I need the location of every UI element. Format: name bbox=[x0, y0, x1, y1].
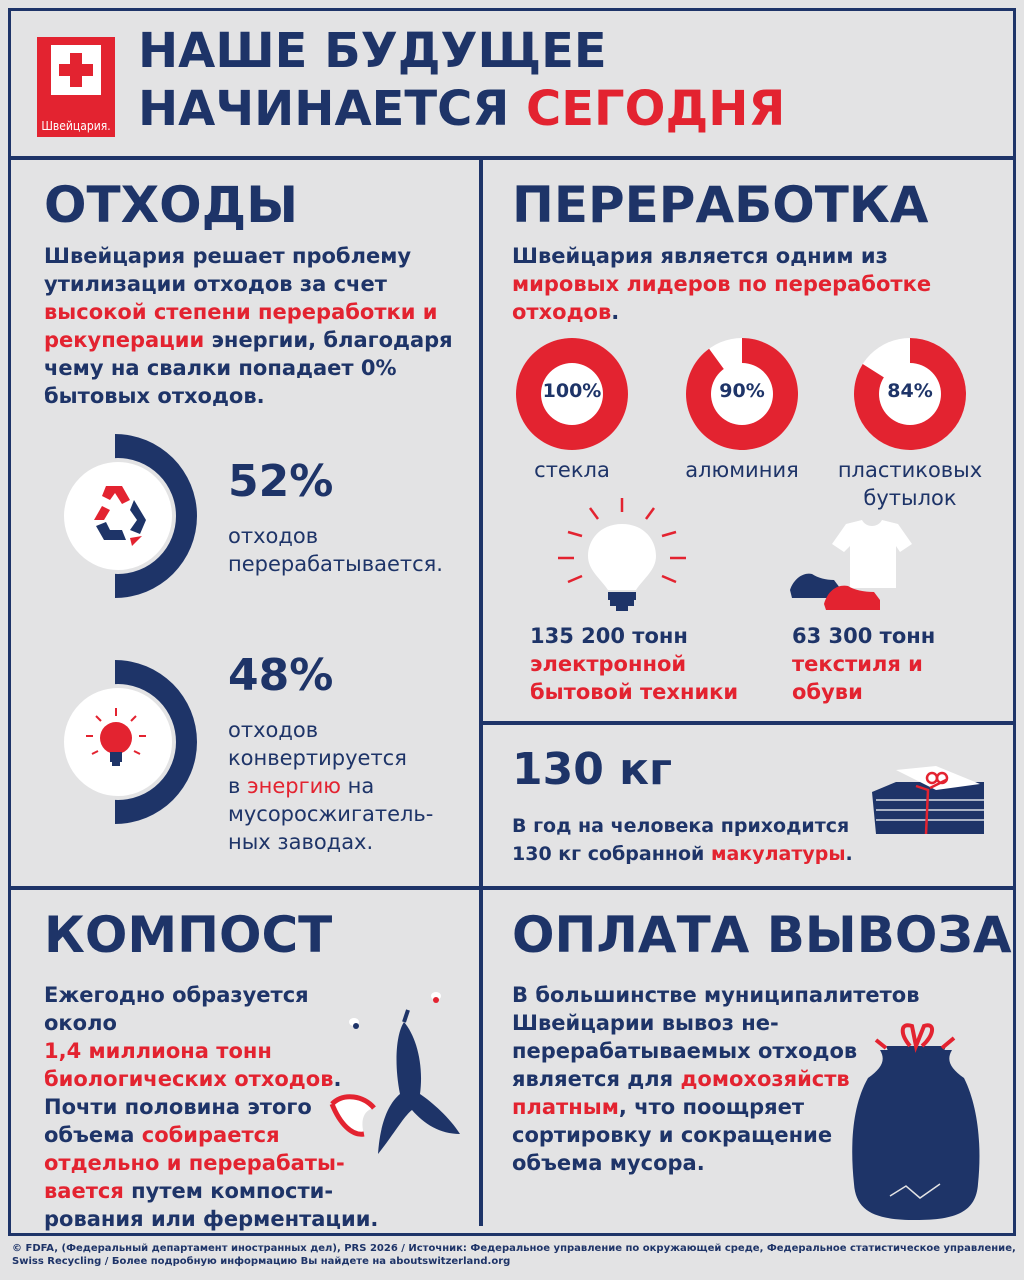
electronics-amount: 135 200 тонн bbox=[530, 624, 688, 648]
paper-value: 130 кг bbox=[512, 744, 673, 795]
ring-glass-label: стекла bbox=[534, 458, 610, 482]
stat-energy-value: 48% bbox=[228, 650, 334, 701]
footer-line-1: © FDFA, (Федеральный департамент иностранных дел), PRS 2026 / Источник: Федеральное управление по окружающей среде, Федеральное статистическое управление, bbox=[12, 1243, 1016, 1254]
divider-middle bbox=[8, 886, 1016, 890]
energy-share-graphic bbox=[60, 656, 200, 826]
title-line-2 bbox=[138, 80, 785, 138]
recycling-text-3-rest: . bbox=[611, 300, 620, 324]
fee-line-1: В большинстве муниципалитетов bbox=[512, 983, 920, 1007]
fee-line-3: перерабатываемых отходов bbox=[512, 1039, 858, 1063]
compost-line-2: 1,4 миллиона тонн bbox=[44, 1039, 272, 1063]
waste-text-4 bbox=[44, 326, 464, 354]
stat-energy-line-3 bbox=[228, 772, 433, 800]
logo-caption: Швейцария. bbox=[41, 119, 111, 133]
fee-line-2: Швейцарии вывоз не- bbox=[512, 1011, 779, 1035]
compost-line-5-red: собирается bbox=[141, 1123, 280, 1147]
ring-aluminium-value: 90% bbox=[719, 380, 765, 402]
electronics-text bbox=[530, 622, 770, 706]
ring-pet-label-1: пластиковых bbox=[837, 458, 983, 482]
compost-line-3-end: . bbox=[333, 1067, 342, 1091]
textile-line-2: обуви bbox=[792, 680, 863, 704]
ring-aluminium bbox=[684, 336, 800, 452]
textile-amount: 63 300 тонн bbox=[792, 624, 936, 648]
divider-vertical-bottom bbox=[479, 886, 483, 1226]
recycling-text-3 bbox=[512, 298, 992, 326]
swiss-cross-icon bbox=[51, 45, 101, 95]
ring-glass bbox=[514, 336, 630, 452]
paper-stack-icon bbox=[866, 766, 990, 840]
compost-line-4: Почти половина этого bbox=[44, 1095, 312, 1119]
title-part-a: НАЧИНАЕТСЯ bbox=[138, 81, 527, 137]
organic-waste-icon bbox=[324, 984, 464, 1164]
waste-paragraph bbox=[44, 242, 464, 410]
divider-vertical-top bbox=[479, 156, 483, 890]
fee-line-4-red: домохозяйств bbox=[680, 1067, 850, 1091]
fee-line-6: сортировку и сокращение bbox=[512, 1123, 833, 1147]
fee-heading: ОПЛАТА ВЫВОЗА bbox=[512, 906, 1012, 964]
waste-text-6: бытовых отходов. bbox=[44, 384, 265, 408]
fee-line-7: объема мусора. bbox=[512, 1151, 705, 1175]
compost-line-5-a: объема bbox=[44, 1123, 142, 1147]
compost-line-1: Ежегодно образуется около bbox=[44, 983, 309, 1035]
recycle-share-graphic bbox=[60, 430, 200, 600]
stat-energy-line-3-b: на bbox=[340, 774, 375, 798]
waste-text-1: Швейцария решает проблему bbox=[44, 244, 412, 268]
fly-icon-2 bbox=[349, 1018, 359, 1029]
textile-line-1: текстиля и bbox=[792, 652, 923, 676]
stat-recycled-value: 52% bbox=[228, 456, 334, 507]
stat-recycled-line-2: перерабатывается. bbox=[228, 552, 443, 576]
title-part-red: СЕГОДНЯ bbox=[526, 81, 786, 137]
stat-energy-line-2: конвертируется bbox=[228, 746, 407, 770]
compost-line-6: отдельно и перерабаты- bbox=[44, 1151, 345, 1175]
compost-line-7 bbox=[44, 1177, 384, 1205]
recycling-text-2: мировых лидеров по переработке bbox=[512, 272, 932, 296]
electronics-line-2: бытовой техники bbox=[530, 680, 739, 704]
ring-pet-value: 84% bbox=[887, 380, 933, 402]
ring-pet-label-2: бутылок bbox=[863, 486, 957, 510]
fee-line-4-a: является для bbox=[512, 1067, 681, 1091]
ring-pet bbox=[852, 336, 968, 452]
recycling-heading: ПЕРЕРАБОТКА bbox=[512, 176, 929, 234]
stat-energy-line-3-red: энергию bbox=[247, 774, 341, 798]
textile-text bbox=[792, 622, 992, 706]
paper-text bbox=[512, 812, 853, 868]
paper-text-2-red: макулатуры bbox=[710, 843, 846, 865]
stat-energy-label bbox=[228, 716, 433, 856]
clothes-shoes-icon bbox=[786, 518, 926, 618]
stat-recycled-line-1: отходов bbox=[228, 524, 319, 548]
fly-icon bbox=[431, 992, 441, 1003]
compost-line-7-red: вается bbox=[44, 1179, 124, 1203]
compost-line-8: рования или ферментации. bbox=[44, 1207, 379, 1231]
waste-text-3: высокой степени переработки и bbox=[44, 300, 438, 324]
waste-text-2: утилизации отходов за счет bbox=[44, 272, 387, 296]
recycling-text-1: Швейцария является одним из bbox=[512, 244, 888, 268]
stat-recycled-label bbox=[228, 522, 443, 578]
footer-line-2: Swiss Recycling / Более подробную информацию Вы найдете на aboutswitzerland.org bbox=[12, 1256, 511, 1267]
compost-line-3-red: биологических отходов bbox=[44, 1067, 334, 1091]
recycling-text-3-red: отходов bbox=[512, 300, 612, 324]
garbage-bag-icon bbox=[846, 1016, 986, 1222]
stat-energy-line-4: мусоросжигатель- bbox=[228, 802, 434, 826]
recycling-paragraph bbox=[512, 242, 992, 326]
swiss-logo bbox=[37, 37, 115, 137]
fee-line-5-rest: , что поощряет bbox=[618, 1095, 805, 1119]
ring-glass-value: 100% bbox=[542, 380, 602, 402]
waste-text-4-red: рекуперации bbox=[44, 328, 205, 352]
paper-text-2 bbox=[512, 840, 853, 868]
stat-energy-line-1: отходов bbox=[228, 718, 319, 742]
divider-right-paper bbox=[479, 721, 1016, 725]
divider-header bbox=[8, 156, 1016, 160]
footer-credits bbox=[12, 1242, 1016, 1268]
waste-text-4-rest: энергии, благодаря bbox=[204, 328, 453, 352]
paper-text-2-a: 130 кг собранной bbox=[512, 843, 711, 865]
title-line-1: НАШЕ БУДУЩЕЕ bbox=[138, 23, 607, 79]
page-title bbox=[138, 22, 785, 138]
fee-line-5-red: платным bbox=[512, 1095, 619, 1119]
electronics-line-1: электронной bbox=[530, 652, 687, 676]
waste-heading: ОТХОДЫ bbox=[44, 176, 299, 234]
compost-heading: КОМПОСТ bbox=[44, 906, 333, 964]
paper-text-2-end: . bbox=[845, 843, 853, 865]
stat-energy-line-5: ных заводах. bbox=[228, 830, 374, 854]
ring-pet-label bbox=[820, 456, 1000, 512]
waste-text-5: чему на свалки попадает 0% bbox=[44, 356, 397, 380]
compost-line-7-rest: путем компости- bbox=[123, 1179, 334, 1203]
paper-text-1: В год на человека приходится bbox=[512, 815, 850, 837]
stat-energy-line-3-a: в bbox=[228, 774, 248, 798]
ring-aluminium-label: алюминия bbox=[685, 458, 799, 482]
lightbulb-white-icon bbox=[552, 494, 692, 614]
